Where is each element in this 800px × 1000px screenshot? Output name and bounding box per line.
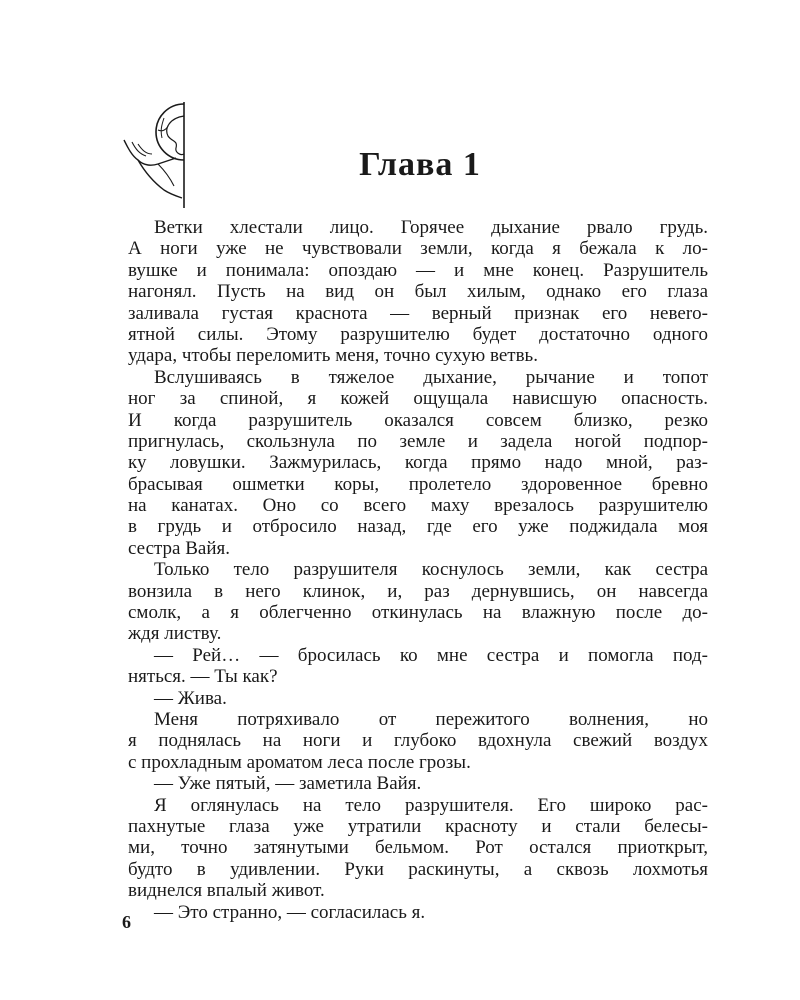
text-line: с прохладным ароматом леса после грозы. <box>128 751 471 773</box>
chapter-emblem <box>118 100 190 210</box>
paragraph <box>128 902 708 923</box>
text-line: будто в удивлении. Руки раскинуты, а сквозь лохмотья <box>128 858 708 880</box>
text-line: — Это странно, — согласилась я. <box>154 901 426 923</box>
text-line: вушке и понимала: опоздаю — и мне конец. Разрушитель <box>128 259 708 281</box>
text-line: — Рей… — бросилась ко мне сестра и помогла под- <box>154 644 708 666</box>
text-line: ми, точно затянутыми бельмом. Рот остался приоткрыт, <box>128 837 708 859</box>
text-line: нагонял. Пусть на вид он был хилым, однако его глаза <box>128 281 708 303</box>
paragraph <box>128 709 708 773</box>
text-line: ятной силы. Этому разрушителю будет достаточно одного <box>128 323 708 345</box>
paragraph <box>128 645 708 688</box>
text-line: пахнутые глаза уже утратили красноту и стали белесы- <box>128 815 708 837</box>
hand-holding-globe-icon <box>118 100 190 210</box>
text-line: — Уже пятый, — заметила Вайя. <box>154 773 422 795</box>
text-line: Вслушиваясь в тяжелое дыхание, рычание и топот <box>154 366 708 388</box>
text-line: ку ловушки. Зажмурилась, когда прямо надо мной, раз- <box>128 452 708 474</box>
chapter-title: Глава 1 <box>359 146 481 183</box>
paragraph <box>128 367 708 560</box>
text-line: няться. — Ты как? <box>128 666 278 688</box>
page-number: 6 <box>122 912 131 932</box>
text-line: на канатах. Оно со всего маху врезалось разрушителю <box>128 495 708 517</box>
paragraph <box>128 559 708 645</box>
text-line: я поднялась на ноги и глубоко вдохнула свежий воздух <box>128 730 708 752</box>
text-line: ног за спиной, я кожей ощущала нависшую опасность. <box>128 388 708 410</box>
text-line: А ноги уже не чувствовали земли, когда я бежала к ло- <box>128 238 708 260</box>
text-line: Меня потряхивало от пережитого волнения, но <box>154 708 708 730</box>
text-line: смолк, а я облегченно откинулась на влажную после до- <box>128 602 708 624</box>
text-line: Я оглянулась на тело разрушителя. Его широко рас- <box>154 794 708 816</box>
chapter-body <box>128 217 708 923</box>
text-line: Ветки хлестали лицо. Горячее дыхание рвало грудь. <box>154 217 708 238</box>
text-line: Только тело разрушителя коснулось земли, как сестра <box>154 559 708 581</box>
text-line: — Жива. <box>154 687 227 709</box>
text-line: брасывая ошметки коры, пролетело здоровенное бревно <box>128 473 708 495</box>
text-line: виднелся впалый живот. <box>128 880 325 902</box>
text-line: заливала густая краснота — верный признак его невero- <box>128 302 708 324</box>
paragraph <box>128 217 708 367</box>
text-line: пригнулась, скользнула по земле и задела ногой подпор- <box>128 430 708 452</box>
text-line: сестра Вайя. <box>128 537 230 559</box>
text-line: в грудь и отбросило назад, где его уже поджидала моя <box>128 516 708 538</box>
text-line: удара, чтобы переломить меня, точно сухую ветвь. <box>128 345 538 367</box>
paragraph <box>128 688 708 709</box>
paragraph <box>128 795 708 902</box>
text-line: ждя листву. <box>128 623 222 645</box>
text-line: И когда разрушитель оказался совсем близко, резко <box>128 409 708 431</box>
paragraph <box>128 773 708 794</box>
text-line: вонзила в него клинок, и, раз дернувшись, он навсегда <box>128 580 708 602</box>
